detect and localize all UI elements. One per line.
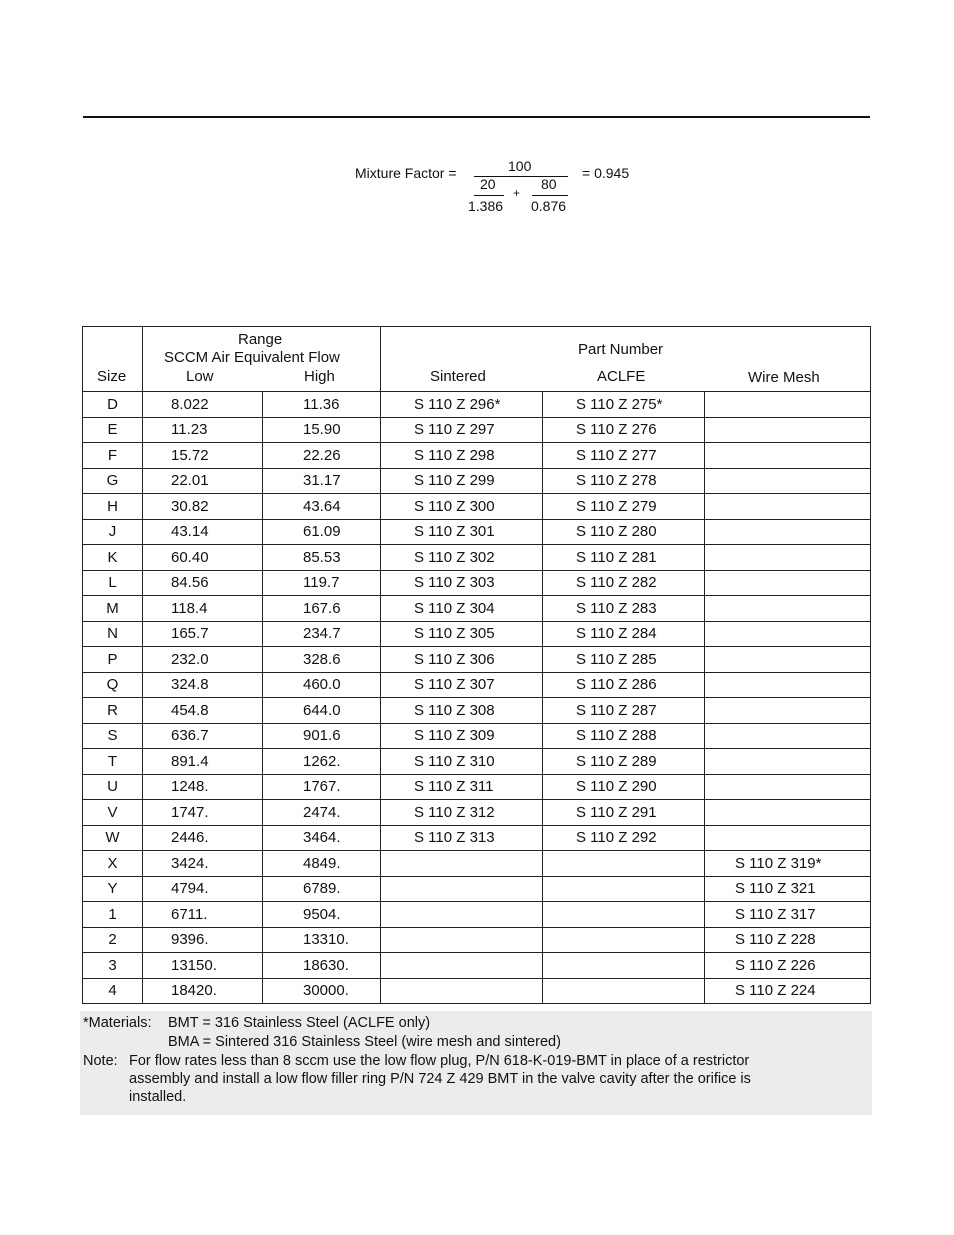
formula-plus-sign: + <box>513 186 521 200</box>
size-cell: H <box>83 494 143 520</box>
sintered-part-cell <box>381 953 543 979</box>
low-flow-cell: 9396. <box>143 927 263 953</box>
aclfe-part-cell: S 110 Z 278 <box>543 468 705 494</box>
size-cell: 2 <box>83 927 143 953</box>
aclfe-part-cell <box>543 851 705 877</box>
aclfe-part-cell <box>543 876 705 902</box>
sintered-part-cell: S 110 Z 297 <box>381 417 543 443</box>
wire-mesh-part-cell <box>705 672 871 698</box>
aclfe-part-cell <box>543 953 705 979</box>
size-cell: R <box>83 698 143 724</box>
table-row <box>83 902 871 928</box>
aclfe-part-cell <box>543 927 705 953</box>
size-cell: 3 <box>83 953 143 979</box>
high-flow-cell: 31.17 <box>263 468 381 494</box>
aclfe-part-cell: S 110 Z 279 <box>543 494 705 520</box>
high-flow-cell: 9504. <box>263 902 381 928</box>
note-label: Note: <box>83 1053 118 1069</box>
header-part-number: Part Number <box>578 341 664 358</box>
sintered-part-cell: S 110 Z 307 <box>381 672 543 698</box>
sintered-part-cell: S 110 Z 308 <box>381 698 543 724</box>
high-flow-cell: 85.53 <box>263 545 381 571</box>
size-cell: D <box>83 392 143 418</box>
low-flow-cell: 13150. <box>143 953 263 979</box>
wire-mesh-part-cell <box>705 800 871 826</box>
high-flow-cell: 22.26 <box>263 443 381 469</box>
sintered-part-cell: S 110 Z 303 <box>381 570 543 596</box>
aclfe-part-cell: S 110 Z 290 <box>543 774 705 800</box>
aclfe-part-cell: S 110 Z 277 <box>543 443 705 469</box>
sintered-part-cell: S 110 Z 310 <box>381 749 543 775</box>
note-line-3: installed. <box>129 1089 187 1105</box>
aclfe-part-cell: S 110 Z 288 <box>543 723 705 749</box>
header-size: Size <box>97 368 127 385</box>
wire-mesh-part-cell <box>705 519 871 545</box>
size-cell: J <box>83 519 143 545</box>
formula-term2-denominator: 0.876 <box>531 198 567 214</box>
aclfe-part-cell: S 110 Z 289 <box>543 749 705 775</box>
high-flow-cell: 460.0 <box>263 672 381 698</box>
table-row <box>83 621 871 647</box>
low-flow-cell: 18420. <box>143 978 263 1004</box>
wire-mesh-part-cell <box>705 825 871 851</box>
low-flow-cell: 15.72 <box>143 443 263 469</box>
sintered-part-cell <box>381 978 543 1004</box>
high-flow-cell: 328.6 <box>263 647 381 673</box>
sintered-part-cell: S 110 Z 302 <box>381 545 543 571</box>
wire-mesh-part-cell <box>705 392 871 418</box>
sintered-part-cell: S 110 Z 304 <box>381 596 543 622</box>
low-flow-cell: 891.4 <box>143 749 263 775</box>
size-cell: L <box>83 570 143 596</box>
wire-mesh-part-cell: S 110 Z 224 <box>705 978 871 1004</box>
size-cell: Q <box>83 672 143 698</box>
size-cell: T <box>83 749 143 775</box>
size-cell: W <box>83 825 143 851</box>
low-flow-cell: 165.7 <box>143 621 263 647</box>
restrictor-sizing-table <box>82 326 871 1004</box>
sintered-part-cell: S 110 Z 312 <box>381 800 543 826</box>
high-flow-cell: 167.6 <box>263 596 381 622</box>
table-row <box>83 494 871 520</box>
table-body <box>83 392 871 1004</box>
size-cell: V <box>83 800 143 826</box>
aclfe-part-cell: S 110 Z 281 <box>543 545 705 571</box>
aclfe-part-cell: S 110 Z 276 <box>543 417 705 443</box>
high-flow-cell: 234.7 <box>263 621 381 647</box>
notes-section <box>80 1011 872 1115</box>
high-flow-cell: 1262. <box>263 749 381 775</box>
high-flow-cell: 13310. <box>263 927 381 953</box>
header-size-cell <box>83 327 143 392</box>
high-flow-cell: 644.0 <box>263 698 381 724</box>
table-row <box>83 647 871 673</box>
low-flow-cell: 232.0 <box>143 647 263 673</box>
sintered-part-cell <box>381 902 543 928</box>
size-cell: 4 <box>83 978 143 1004</box>
wire-mesh-part-cell <box>705 698 871 724</box>
header-range-subtitle: SCCM Air Equivalent Flow <box>164 349 340 366</box>
low-flow-cell: 324.8 <box>143 672 263 698</box>
sintered-part-cell <box>381 927 543 953</box>
high-flow-cell: 3464. <box>263 825 381 851</box>
wire-mesh-part-cell <box>705 468 871 494</box>
header-part-number-cell <box>381 327 871 392</box>
table-row <box>83 545 871 571</box>
size-cell: 1 <box>83 902 143 928</box>
mixture-factor-formula <box>0 0 954 230</box>
aclfe-part-cell: S 110 Z 280 <box>543 519 705 545</box>
aclfe-part-cell: S 110 Z 275* <box>543 392 705 418</box>
high-flow-cell: 30000. <box>263 978 381 1004</box>
formula-term2-fraction-bar <box>532 195 568 196</box>
table-row <box>83 570 871 596</box>
low-flow-cell: 22.01 <box>143 468 263 494</box>
wire-mesh-part-cell <box>705 774 871 800</box>
table-row <box>83 672 871 698</box>
header-low: Low <box>186 368 214 385</box>
sintered-part-cell: S 110 Z 306 <box>381 647 543 673</box>
aclfe-part-cell: S 110 Z 285 <box>543 647 705 673</box>
high-flow-cell: 43.64 <box>263 494 381 520</box>
wire-mesh-part-cell <box>705 596 871 622</box>
wire-mesh-part-cell <box>705 749 871 775</box>
aclfe-part-cell <box>543 902 705 928</box>
table-row <box>83 723 871 749</box>
materials-label: *Materials: <box>83 1015 152 1031</box>
high-flow-cell: 18630. <box>263 953 381 979</box>
low-flow-cell: 3424. <box>143 851 263 877</box>
table-row <box>83 519 871 545</box>
high-flow-cell: 901.6 <box>263 723 381 749</box>
formula-term1-denominator: 1.386 <box>468 198 504 214</box>
high-flow-cell: 11.36 <box>263 392 381 418</box>
header-wire-mesh: Wire Mesh <box>748 369 820 386</box>
low-flow-cell: 1248. <box>143 774 263 800</box>
sintered-part-cell: S 110 Z 309 <box>381 723 543 749</box>
low-flow-cell: 4794. <box>143 876 263 902</box>
size-cell: N <box>83 621 143 647</box>
size-cell: E <box>83 417 143 443</box>
wire-mesh-part-cell <box>705 443 871 469</box>
formula-term1-numerator: 20 <box>480 176 496 192</box>
table-row <box>83 443 871 469</box>
sintered-part-cell: S 110 Z 301 <box>381 519 543 545</box>
wire-mesh-part-cell <box>705 723 871 749</box>
size-cell: X <box>83 851 143 877</box>
wire-mesh-part-cell <box>705 417 871 443</box>
materials-bmt: BMT = 316 Stainless Steel (ACLFE only) <box>168 1015 431 1031</box>
high-flow-cell: 2474. <box>263 800 381 826</box>
table-row <box>83 392 871 418</box>
wire-mesh-part-cell: S 110 Z 228 <box>705 927 871 953</box>
high-flow-cell: 4849. <box>263 851 381 877</box>
size-cell: Y <box>83 876 143 902</box>
table-row <box>83 800 871 826</box>
size-cell: U <box>83 774 143 800</box>
size-cell: S <box>83 723 143 749</box>
high-flow-cell: 119.7 <box>263 570 381 596</box>
low-flow-cell: 6711. <box>143 902 263 928</box>
sintered-part-cell: S 110 Z 305 <box>381 621 543 647</box>
note-line-1: For flow rates less than 8 sccm use the low flow plug, P/N 618-K-019-BMT in place of a restrictor <box>129 1053 750 1069</box>
table-row <box>83 749 871 775</box>
formula-term2-numerator: 80 <box>541 176 557 192</box>
low-flow-cell: 2446. <box>143 825 263 851</box>
low-flow-cell: 84.56 <box>143 570 263 596</box>
table-row <box>83 978 871 1004</box>
formula-numerator: 100 <box>508 158 532 174</box>
size-cell: F <box>83 443 143 469</box>
table-row <box>83 596 871 622</box>
aclfe-part-cell: S 110 Z 286 <box>543 672 705 698</box>
wire-mesh-part-cell: S 110 Z 321 <box>705 876 871 902</box>
size-cell: M <box>83 596 143 622</box>
wire-mesh-part-cell: S 110 Z 319* <box>705 851 871 877</box>
low-flow-cell: 454.8 <box>143 698 263 724</box>
sintered-part-cell <box>381 851 543 877</box>
table-row <box>83 774 871 800</box>
materials-bma: BMA = Sintered 316 Stainless Steel (wire mesh and sintered) <box>168 1034 561 1050</box>
wire-mesh-part-cell <box>705 494 871 520</box>
table-row <box>83 953 871 979</box>
low-flow-cell: 60.40 <box>143 545 263 571</box>
low-flow-cell: 636.7 <box>143 723 263 749</box>
restrictor-sizing-table-container <box>82 326 870 1004</box>
header-aclfe: ACLFE <box>597 368 646 385</box>
table-row <box>83 417 871 443</box>
note-line-2: assembly and install a low flow filler ring P/N 724 Z 429 BMT in the valve cavity after the orifice is <box>129 1071 751 1087</box>
size-cell: P <box>83 647 143 673</box>
wire-mesh-part-cell: S 110 Z 226 <box>705 953 871 979</box>
wire-mesh-part-cell: S 110 Z 317 <box>705 902 871 928</box>
size-cell: K <box>83 545 143 571</box>
sintered-part-cell <box>381 876 543 902</box>
table-row <box>83 851 871 877</box>
formula-result: = 0.945 <box>582 165 630 181</box>
table-row <box>83 825 871 851</box>
sintered-part-cell: S 110 Z 300 <box>381 494 543 520</box>
wire-mesh-part-cell <box>705 570 871 596</box>
sintered-part-cell: S 110 Z 311 <box>381 774 543 800</box>
high-flow-cell: 6789. <box>263 876 381 902</box>
formula-term1-fraction-bar <box>474 195 504 196</box>
aclfe-part-cell: S 110 Z 282 <box>543 570 705 596</box>
table-header-row <box>83 327 871 392</box>
table-row <box>83 698 871 724</box>
header-range: Range <box>238 331 283 348</box>
low-flow-cell: 118.4 <box>143 596 263 622</box>
table-row <box>83 927 871 953</box>
low-flow-cell: 1747. <box>143 800 263 826</box>
aclfe-part-cell: S 110 Z 287 <box>543 698 705 724</box>
table-row <box>83 468 871 494</box>
size-cell: G <box>83 468 143 494</box>
low-flow-cell: 30.82 <box>143 494 263 520</box>
aclfe-part-cell <box>543 978 705 1004</box>
table-row <box>83 876 871 902</box>
aclfe-part-cell: S 110 Z 291 <box>543 800 705 826</box>
wire-mesh-part-cell <box>705 621 871 647</box>
low-flow-cell: 11.23 <box>143 417 263 443</box>
high-flow-cell: 61.09 <box>263 519 381 545</box>
sintered-part-cell: S 110 Z 299 <box>381 468 543 494</box>
header-sintered: Sintered <box>430 368 486 385</box>
high-flow-cell: 1767. <box>263 774 381 800</box>
wire-mesh-part-cell <box>705 647 871 673</box>
formula-label: Mixture Factor = <box>355 165 457 181</box>
header-high: High <box>304 368 335 385</box>
sintered-part-cell: S 110 Z 313 <box>381 825 543 851</box>
low-flow-cell: 8.022 <box>143 392 263 418</box>
header-range-cell <box>143 327 381 392</box>
aclfe-part-cell: S 110 Z 284 <box>543 621 705 647</box>
wire-mesh-part-cell <box>705 545 871 571</box>
low-flow-cell: 43.14 <box>143 519 263 545</box>
sintered-part-cell: S 110 Z 298 <box>381 443 543 469</box>
aclfe-part-cell: S 110 Z 292 <box>543 825 705 851</box>
sintered-part-cell: S 110 Z 296* <box>381 392 543 418</box>
aclfe-part-cell: S 110 Z 283 <box>543 596 705 622</box>
high-flow-cell: 15.90 <box>263 417 381 443</box>
